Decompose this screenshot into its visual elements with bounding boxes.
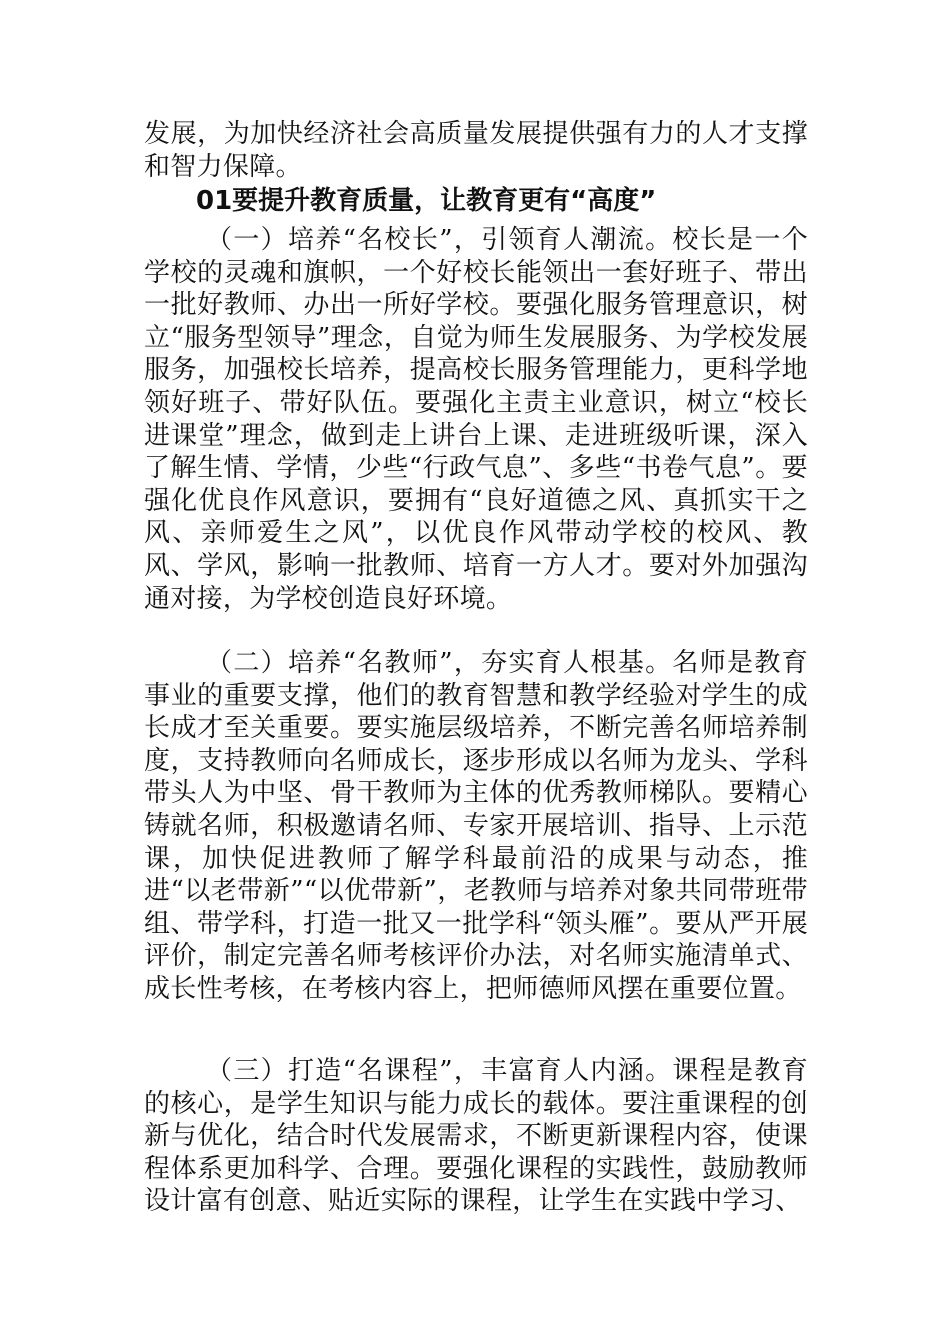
paragraph-course: （三）打造“名课程”，丰富育人内涵。课程是教育的核心，是学生知识与能力成长的载体。要注重课程的创新与优化，结合时代发展需求，不断更新课程内容，使课程体系更加科学、合理。要强化课程的实践性，鼓励教师设计富有创意、贴近实际的课程，让学生在实践中学习、: [144, 1056, 808, 1217]
paragraph-teacher: （二）培养“名教师”，夯实育人根基。名师是教育事业的重要支撑，他们的教育智慧和教学经验对学生的成长成才至关重要。要实施层级培养，不断完善名师培养制度，支持教师向名师成长，逐步形成以名师为龙头、学科带头人为中坚、骨干教师为主体的优秀教师梯队。要精心铸就名师，积极邀请名师、专家开展培训、指导、上示范课，加快促进教师了解学科最前沿的成果与动态，推进“以老带新”“以优带新”，老教师与培养对象共同带班带组、带学科，打造一批又一批学科“领头雁”。要从严开展评价，制定完善名师考核评价办法，对名师实施清单式、成长性考核，在考核内容上，把师德师风摆在重要位置。: [144, 648, 808, 1004]
section-heading: 01要提升教育质量，让教育更有“高度”: [196, 186, 657, 216]
paragraph-principal: （一）培养“名校长”，引领育人潮流。校长是一个学校的灵魂和旗帜，一个好校长能领出一套好班子、带出一批好教师、办出一所好学校。要强化服务管理意识，树立“服务型领导”理念，自觉为师生发展服务、为学校发展服务，加强校长培养，提高校长服务管理能力，更科学地领好班子、带好队伍。要强化主责主业意识，树立“校长进课堂”理念，做到走上讲台上课、走进班级听课，深入了解生情、学情，少些“行政气息”、多些“书卷气息”。要强化优良作风意识，要拥有“良好道德之风、真抓实干之风、亲师爱生之风”，以优良作风带动学校的校风、教风、学风，影响一批教师、培育一方人才。要对外加强沟通对接，为学校创造良好环境。: [144, 225, 808, 614]
intro-paragraph: 发展，为加快经济社会高质量发展提供强有力的人才支撑和智力保障。: [144, 119, 808, 182]
